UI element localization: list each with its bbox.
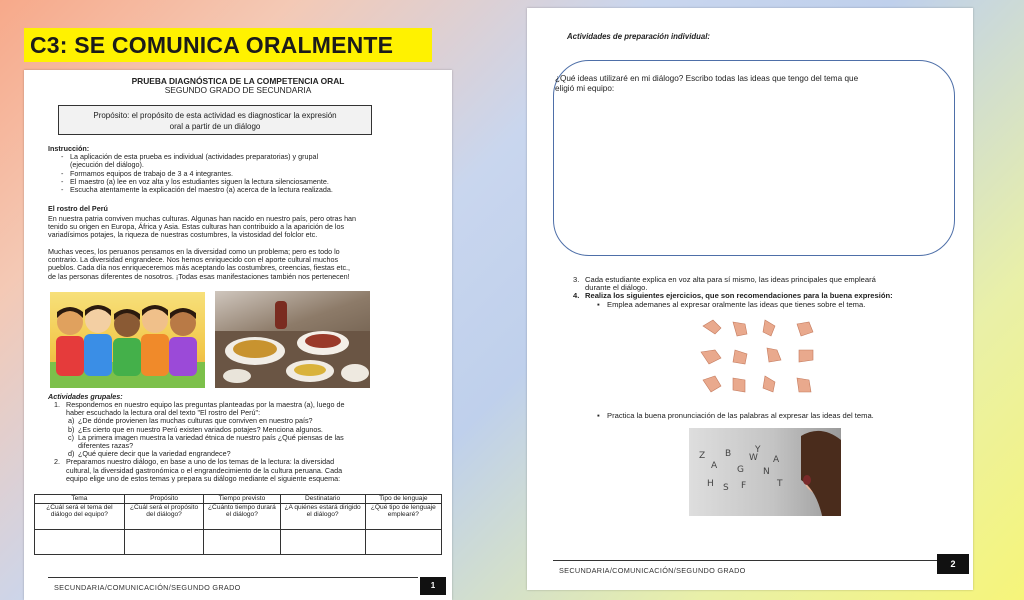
svg-text:H: H <box>707 479 714 489</box>
table-cell: ¿Cuál será el propósito del diálogo? <box>124 504 204 530</box>
text-line: pueblos. Cada día nos enriqueceremos más aceptando las costumbres, creencias, fiestas etc., <box>48 263 351 273</box>
table-header: Destinatario <box>280 495 365 504</box>
text-line: contrario. La diversidad engrandece. Nos hemos enriquecido con el aporte cultural muchos <box>48 255 339 265</box>
individual-list <box>567 276 967 309</box>
table-cell: ¿Cuánto tiempo durará el diálogo? <box>204 504 280 530</box>
svg-text:W: W <box>749 453 758 463</box>
page-number: 2 <box>937 554 969 574</box>
document-page-1 <box>24 70 452 600</box>
list-item: - Escucha atentamente la explicación del maestro (a) acerca de la lectura realizada. <box>48 186 448 194</box>
reading-title: El rostro del Perú <box>48 204 108 213</box>
list-item: 1. Respondemos en nuestro equipo las preguntas planteadas por la maestra (a), luego de haber escuchado la lectura oral del texto "El rostro del Perú": <box>54 400 345 418</box>
group-activities-list <box>48 401 448 483</box>
page-footer: SECUNDARIA/COMUNICACIÓN/SEGUNDO GRADO <box>559 566 746 575</box>
text-line: de las personas diferentes de nosotros. ¡Todas esas manifestaciones también nos pertenecen! <box>48 271 350 281</box>
list-item: ▪ Practica la buena pronunciación de las palabras al expresar las ideas del tema. <box>597 411 874 420</box>
svg-text:A: A <box>773 455 780 465</box>
text-line: ¿Qué ideas utilizaré en mi diálogo? Escribo todas las ideas que tengo del tema que <box>555 74 859 83</box>
list-item: c) La primera imagen muestra la variedad étnica de nuestro país ¿Qué piensas de las diferentes razas? <box>68 432 344 451</box>
svg-text:F: F <box>741 481 747 491</box>
reading-paragraph-2 <box>48 248 448 281</box>
footer-rule <box>553 560 937 561</box>
purpose-line: oral a partir de un diálogo <box>169 122 261 131</box>
page-number: 1 <box>420 577 446 595</box>
table-cell: ¿Qué tipo de lenguaje emplearé? <box>365 504 441 530</box>
list-item: a) ¿De dónde provienen las muchas culturas que conviven en nuestro país? <box>68 416 313 426</box>
table-header: Tiempo previsto <box>204 495 280 504</box>
document-page-2 <box>527 8 973 590</box>
page-subtitle: SEGUNDO GRADO DE SECUNDARIA <box>164 85 312 95</box>
svg-text:T: T <box>777 479 783 489</box>
purpose-box <box>58 105 372 135</box>
list-item: 3. Cada estudiante explica en voz alta para sí mismo, las ideas principales que empleará durante el diálogo. <box>573 275 876 293</box>
instruction-list <box>48 153 448 194</box>
food-photo <box>215 291 370 388</box>
svg-text:Y: Y <box>755 445 761 455</box>
page-footer: SECUNDARIA/COMUNICACIÓN/SEGUNDO GRADO <box>54 583 241 592</box>
table-header: Tema <box>35 495 125 504</box>
group-activities-title: Actividades grupales: <box>48 392 123 401</box>
svg-text:N: N <box>763 467 770 477</box>
svg-text:G: G <box>737 465 744 475</box>
list-item: 2. Preparamos nuestro diálogo, en base a uno de los temas de la lectura: la diversidad cultural, la diversidad gastronómica o el engrandecimiento de la cultura peruana. Cada equipo elige uno de estos temas y prepara su diálogo mediante el siguiente esquema: <box>54 457 343 483</box>
list-item: 4. Realiza los siguientes ejercicios, que son recomendaciones para la buena expresión: <box>573 291 893 301</box>
svg-text:B: B <box>725 449 732 459</box>
ideas-prompt <box>555 74 935 94</box>
section-heading: Actividades de preparación individual: <box>567 32 710 41</box>
instruction-label: Instrucción: <box>48 144 90 153</box>
list-item: (ejecución del diálogo). <box>70 160 144 170</box>
table-cell[interactable] <box>124 530 204 555</box>
text-line: eligió mi equipo: <box>555 84 615 93</box>
list-item: - Formamos equipos de trabajo de 3 a 4 integrantes. <box>48 170 448 178</box>
text-line: variadísimos potajes, la riqueza de nuestras costumbres, la vistosidad del folclor etc. <box>48 230 318 240</box>
table-cell[interactable] <box>365 530 441 555</box>
speaking-person-photo <box>689 428 841 516</box>
svg-text:S: S <box>723 483 729 493</box>
text-line: En nuestra patria conviven muchas culturas. Algunas han nacido en nuestro país, pero otras han <box>48 214 357 223</box>
reading-paragraph-1 <box>48 215 448 240</box>
table-cell[interactable] <box>35 530 125 555</box>
table-cell: ¿Cuál será el tema del diálogo del equipo? <box>35 504 125 530</box>
list-item: d) ¿Qué quiere decir que la variedad engrandece? <box>68 449 231 459</box>
text-line: tenido su origen en Europa, África y Asia. Estas culturas han contribuido a la aparición de los <box>48 222 345 232</box>
table-cell: ¿A quiénes estará dirigido el diálogo? <box>280 504 365 530</box>
list-item: ▪ Emplea ademanes al expresar oralmente las ideas que tienes sobre el tema. <box>597 299 866 309</box>
table-header: Propósito <box>124 495 204 504</box>
text-line: Muchas veces, los peruanos pensamos en la diversidad como un problema; pero es todo lo <box>48 247 340 256</box>
table-cell[interactable] <box>280 530 365 555</box>
footer-rule <box>48 577 418 578</box>
list-item: - La aplicación de esta prueba es individual (actividades preparatorias) y grupal <box>48 153 448 161</box>
table-header: Tipo de lenguaje <box>365 495 441 504</box>
section-banner: C3: SE COMUNICA ORALMENTE <box>24 28 432 62</box>
purpose-line: Propósito: el propósito de esta actividad es diagnosticar la expresión <box>93 111 337 120</box>
pronunciation-item <box>567 412 967 420</box>
dialogue-schema-table <box>34 494 442 555</box>
hand-gestures-illustration <box>695 316 827 408</box>
children-illustration <box>50 292 205 388</box>
svg-text:A: A <box>711 461 718 471</box>
page-title: PRUEBA DIAGNÓSTICA DE LA COMPETENCIA ORAL <box>131 76 345 86</box>
table-cell[interactable] <box>204 530 280 555</box>
list-item: b) ¿Es cierto que en nuestro Perú existen variados potajes? Menciona algunos. <box>68 424 323 434</box>
svg-text:Z: Z <box>699 451 706 461</box>
list-item: - El maestro (a) lee en voz alta y los estudiantes siguen la lectura silenciosamente. <box>48 178 448 186</box>
